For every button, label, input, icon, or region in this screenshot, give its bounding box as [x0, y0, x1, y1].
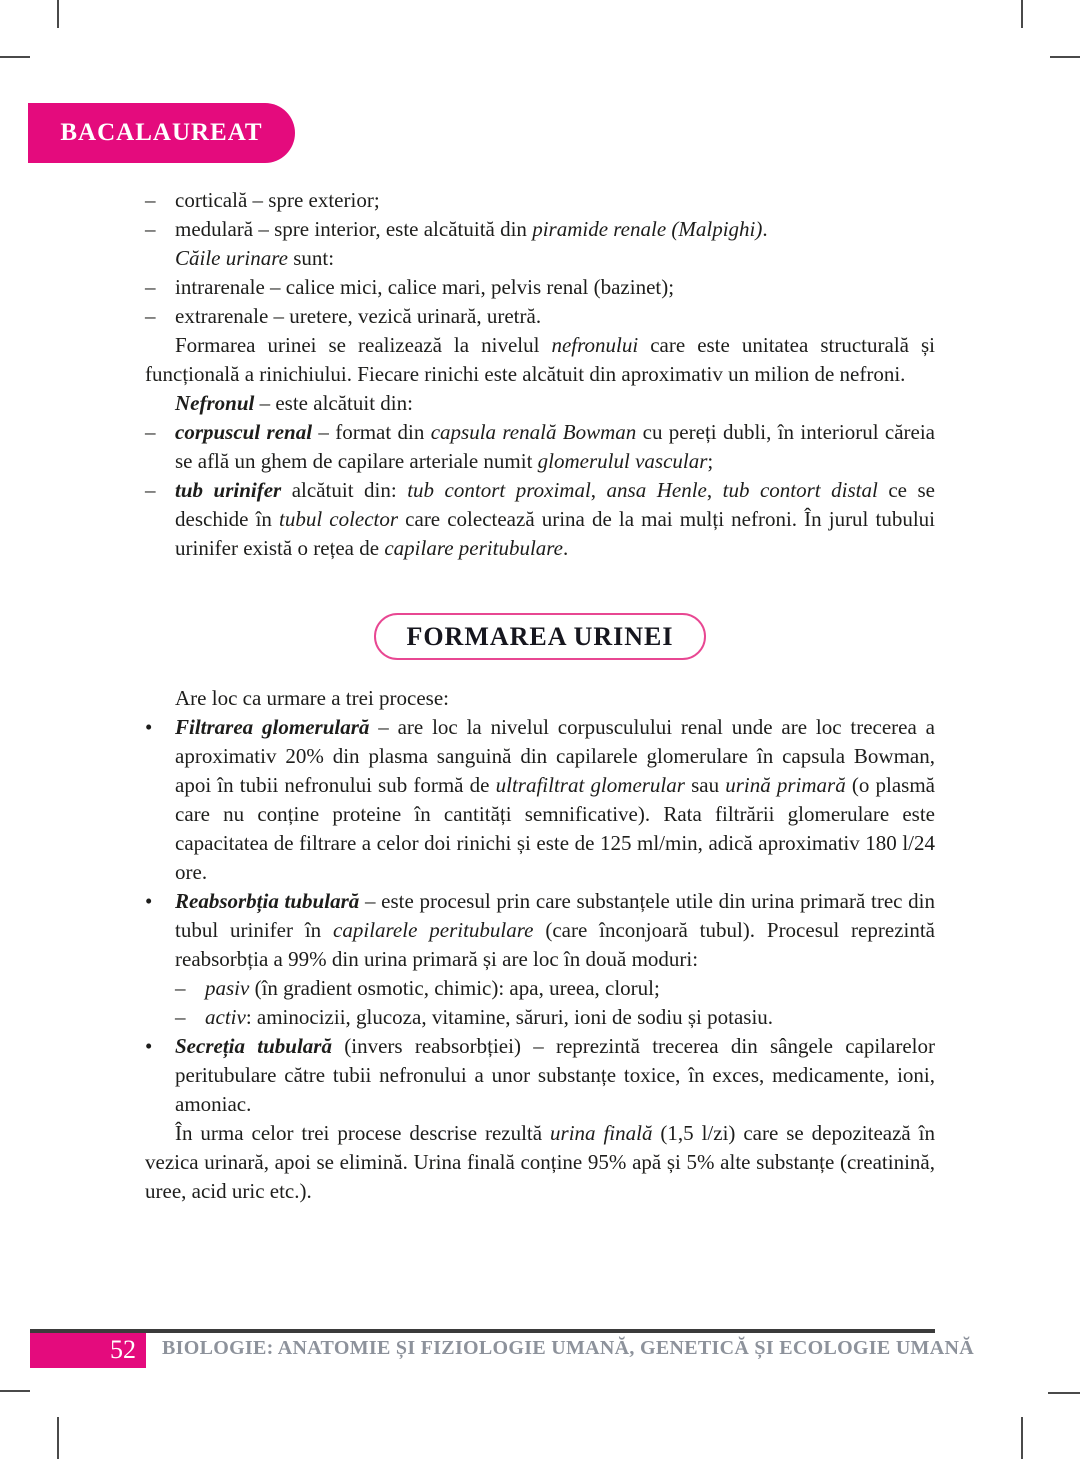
text-segment: medulară – spre interior, este alcătuită din: [175, 217, 533, 241]
body-text-column: [145, 186, 935, 1206]
dash-item-extrarenale: [145, 302, 935, 331]
crop-mark-bottom-right-horizontal: [1048, 1392, 1080, 1394]
subdash-item-activ: [145, 1003, 935, 1032]
bullet-reabsorbtia-tubulara: [145, 887, 935, 974]
text-segment: .: [563, 536, 569, 560]
text-segment: cu pereți dubli, în interiorul căreia se află un ghem de capilare arteriale numit: [175, 420, 935, 473]
section-title: FORMAREA URINEI: [406, 622, 674, 651]
dash-item-corticala: [145, 186, 935, 215]
bullet-filtrarea-glomerulara: [145, 713, 935, 887]
text-segment: piramide renale (Malpighi): [532, 217, 763, 241]
dash-item-tub-urinifer: [145, 476, 935, 563]
text-segment: pasiv: [205, 976, 250, 1000]
text-segment: – format din: [312, 420, 431, 444]
text-segment: Filtrarea glomerulară: [175, 715, 370, 739]
text-segment: ultrafiltrat glomerular: [495, 773, 685, 797]
paragraph-formarea-urinei-intro: [145, 331, 935, 389]
text-segment: : aminocizii, glucoza, vitamine, săruri, ioni de sodiu și potasiu.: [245, 1005, 774, 1029]
dash-marker: –: [145, 275, 156, 299]
page-number: 52: [110, 1335, 136, 1364]
footer-title: BIOLOGIE: ANATOMIE ȘI FIZIOLOGIE UMANĂ, GENETICĂ ȘI ECOLOGIE UMANĂ: [162, 1337, 974, 1359]
text-segment: intrarenale – calice mici, calice mari, pelvis renal (bazinet);: [175, 275, 675, 299]
text-segment: sunt:: [287, 246, 335, 270]
text-segment: ce se deschide în: [175, 478, 935, 531]
dash-marker: –: [175, 976, 186, 1000]
text-segment: – este procesul prin care substanțele utile din urina primară trec din tubul urinifer în: [175, 889, 935, 942]
text-segment: care colectează urina de la mai mulți nefroni. În jurul tubului urinifer există o rețea de: [175, 507, 935, 560]
crop-mark-top-right-horizontal: [1050, 56, 1080, 58]
line-caile-urinare: [145, 244, 935, 273]
text-segment: ,: [590, 478, 607, 502]
text-segment: Căile urinare: [175, 246, 288, 270]
text-segment: ansa Henle: [606, 478, 707, 502]
text-segment: – are loc la nivelul corpusculului renal unde are loc trecerea a aproximativ 20% din plasma sanguină din capilarele glomerulare în capsula Bowman, apoi în tubii nefronului sub formă de: [175, 715, 935, 797]
text-segment: tub contort proximal: [407, 478, 591, 502]
bullet-dot-marker: •: [145, 889, 153, 913]
text-segment: urină primară: [725, 773, 846, 797]
text-segment: tub urinifer: [175, 478, 282, 502]
text-segment: Are loc ca urmare a trei procese:: [175, 686, 450, 710]
crop-mark-top-left-horizontal: [0, 56, 30, 58]
page-number-badge: [30, 1333, 146, 1368]
bacalaureat-badge: [28, 103, 295, 163]
text-segment: ,: [706, 478, 723, 502]
dash-marker: –: [145, 420, 156, 444]
crop-mark-top-left-vertical: [57, 0, 59, 28]
bullet-dot-marker: •: [145, 1034, 153, 1058]
text-segment: corticală – spre exterior;: [175, 188, 380, 212]
text-segment: glomerulul vascular: [537, 449, 708, 473]
text-segment: Formarea urinei se realizează la nivelul: [175, 333, 552, 357]
crop-mark-bottom-left-vertical: [57, 1417, 59, 1459]
text-segment: .: [762, 217, 768, 241]
subdash-item-pasiv: [145, 974, 935, 1003]
text-segment: activ: [205, 1005, 246, 1029]
text-segment: ;: [707, 449, 714, 473]
section-title-box: [374, 613, 705, 660]
bacalaureat-badge-label: BACALAUREAT: [60, 119, 263, 146]
text-segment: tubul colector: [279, 507, 399, 531]
text-segment: (care înconjoară tubul). Procesul reprezintă reabsorbția a 99% din urina primară și are loc în două moduri:: [175, 918, 935, 971]
text-segment: capilare peritubulare: [384, 536, 563, 560]
text-segment: (în gradient osmotic, chimic): apa, ureea, clorul;: [249, 976, 660, 1000]
text-segment: (invers reabsorbției) – reprezintă trecerea din sângele capilarelor peritubulare către tubii nefronului a unor substanțe toxice, în exces, medicamente, ioni, amoniac.: [175, 1034, 936, 1116]
dash-marker: –: [145, 217, 156, 241]
text-segment: extrarenale – uretere, vezică urinară, uretră.: [175, 304, 542, 328]
crop-mark-top-right-vertical: [1021, 0, 1023, 28]
dash-marker: –: [145, 478, 156, 502]
text-segment: alcătuit din:: [281, 478, 408, 502]
dash-item-medulara: [145, 215, 935, 244]
text-segment: (o plasmă care nu conține proteine în cantități semnificative). Rata filtrării glomerulare este capacitatea de filtrare a celor doi rinichi și este de 125 ml/min, adică aproximativ 180 l/24 ore.: [175, 773, 935, 884]
text-segment: Secreția tubulară: [175, 1034, 332, 1058]
text-segment: care este unitatea structurală și funcțională a rinichiului. Fiecare rinichi este alcătuit din aproximativ un milion de nefroni.: [145, 333, 936, 386]
paragraph-urina-finala: [145, 1119, 935, 1206]
text-segment: tub contort distal: [722, 478, 878, 502]
line-nefronul: [145, 389, 935, 418]
line-are-loc: [145, 684, 935, 713]
text-segment: urina finală: [550, 1121, 653, 1145]
crop-mark-bottom-left-horizontal: [0, 1390, 30, 1392]
text-segment: (1,5 l/zi) care se depozitează în vezica urinară, apoi se elimină. Urina finală conține 95% apă și 5% alte substanțe (creatinină, uree, acid uric etc.).: [145, 1121, 936, 1203]
footer-rule: [30, 1329, 935, 1333]
dash-item-corpuscul-renal: [145, 418, 935, 476]
text-segment: – este alcătuit din:: [254, 391, 413, 415]
text-segment: capilarele peritubulare: [333, 918, 534, 942]
text-segment: Reabsorbția tubulară: [175, 889, 360, 913]
dash-item-intrarenale: [145, 273, 935, 302]
crop-mark-bottom-right-vertical: [1021, 1417, 1023, 1459]
text-segment: În urma celor trei procese descrise rezultă: [175, 1121, 551, 1145]
dash-marker: –: [145, 304, 156, 328]
text-segment: nefronului: [551, 333, 639, 357]
bullet-secretia-tubulara: [145, 1032, 935, 1119]
text-segment: capsula renală Bowman: [430, 420, 637, 444]
text-segment: Nefronul: [175, 391, 255, 415]
dash-marker: –: [175, 1005, 186, 1029]
text-segment: corpuscul renal: [175, 420, 313, 444]
section-urine-formation: [145, 684, 935, 1206]
dash-marker: –: [145, 188, 156, 212]
section-nephron-structure: [145, 186, 935, 563]
text-segment: sau: [684, 773, 726, 797]
bullet-dot-marker: •: [145, 715, 153, 739]
